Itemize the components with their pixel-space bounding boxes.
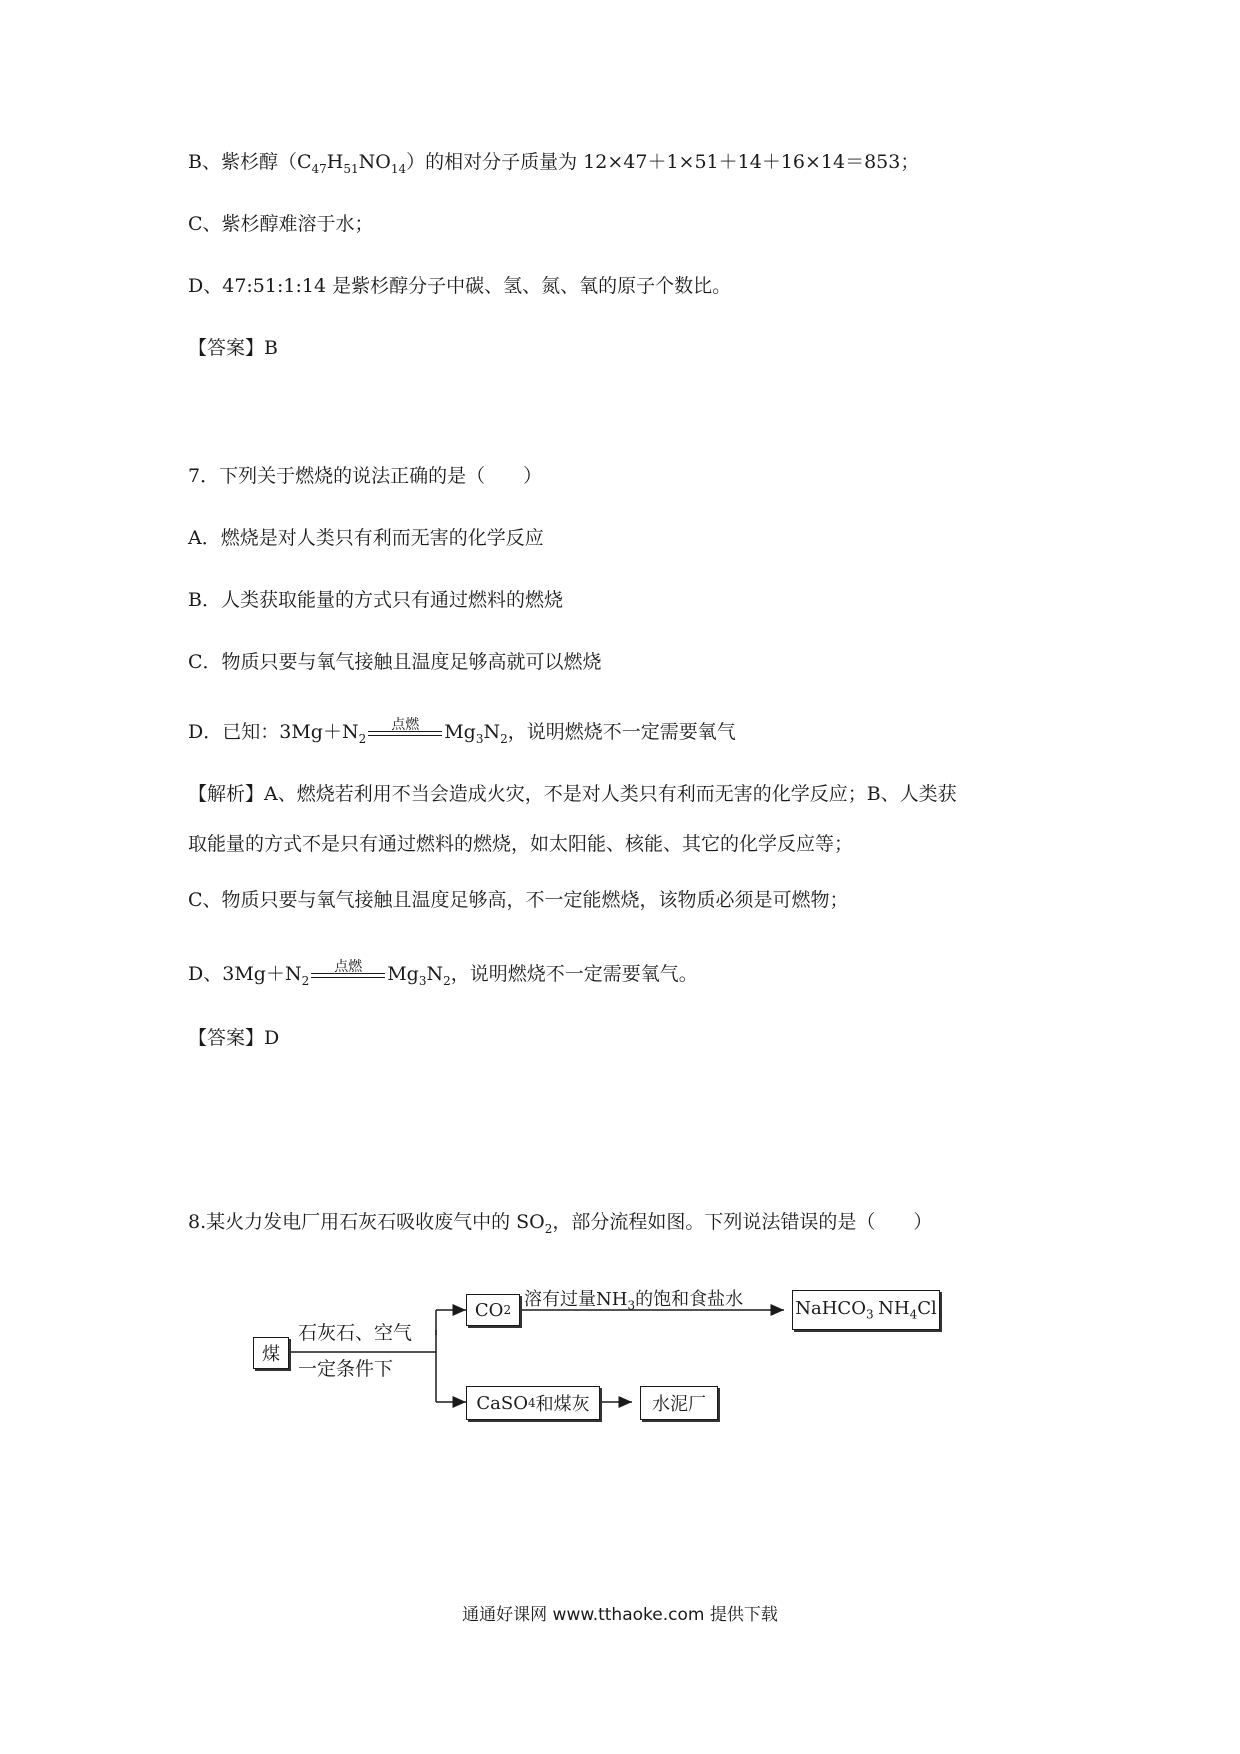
answer-7: 【答案】D (188, 1027, 280, 1049)
question-7-option-a: A．燃烧是对人类只有利而无害的化学反应 (188, 527, 544, 549)
explanation-line-4: D、$3Mg+N_2$ 点燃 $Mg_3N_2$，说明燃烧不一定需要氧气。 (188, 959, 698, 988)
coal-box: 煤 (253, 1337, 289, 1369)
reaction-equals-sign: 点燃 (309, 961, 387, 989)
footer-source: 通通好课网 www.tthaoke.com 提供下载 (462, 1605, 778, 1625)
question-7-option-d: D．已知：$3Mg+N_2$ 点燃 $Mg_3N_2$，说明燃烧不一定需要氧气 (188, 717, 736, 746)
answer-6: 【答案】B (188, 337, 278, 359)
products-box: NaHCO$_3$ $NH_4Cl$ (792, 1290, 940, 1330)
question-8: 8.某火力发电厂用石灰石吸收废气中的 $SO_2$，部分流程如图。下列说法错误的是（ ） (188, 1211, 933, 1236)
caso4-box: CaSO 4 和煤灰 (466, 1386, 600, 1420)
explanation-line-3: C、物质只要与氧气接触且温度足够高，不一定能燃烧，该物质必须是可燃物； (188, 889, 849, 911)
explanation-line-1: 【解析】A、燃烧若利用不当会造成火灾，不是对人类只有利而无害的化学反应；B、人类获 (188, 783, 957, 805)
question-7-option-c: C．物质只要与氧气接触且温度足够高就可以燃烧 (188, 651, 602, 673)
reaction-equals-sign: 点燃 (366, 719, 444, 747)
condition-top-label: 石灰石、空气 (298, 1322, 413, 1344)
brine-arrow-label: 溶有过量$NH_3$的饱和食盐水 (524, 1289, 744, 1313)
cement-plant-box: 水泥厂 (640, 1386, 718, 1420)
condition-bottom-label: 一定条件下 (298, 1358, 394, 1380)
option-d-line: D、47:51:1:14 是紫杉醇分子中碳、氢、氮、氧的原子个数比。 (188, 275, 732, 297)
option-c-line: C、紫杉醇难溶于水； (188, 213, 374, 235)
explanation-line-2: 取能量的方式不是只有通过燃料的燃烧，如太阳能、核能、其它的化学反应等； (188, 833, 854, 855)
option-b-line: B、紫杉醇$(C_{47}H_{51}NO_{14})$的相对分子质量为 12×47＋1×51＋14＋16×14＝853； (188, 151, 920, 176)
question-7-option-b: B．人类获取能量的方式只有通过燃料的燃烧 (188, 589, 563, 611)
question-7: 7．下列关于燃烧的说法正确的是（ ） (188, 465, 543, 487)
co2-box: CO 2 (466, 1294, 520, 1326)
